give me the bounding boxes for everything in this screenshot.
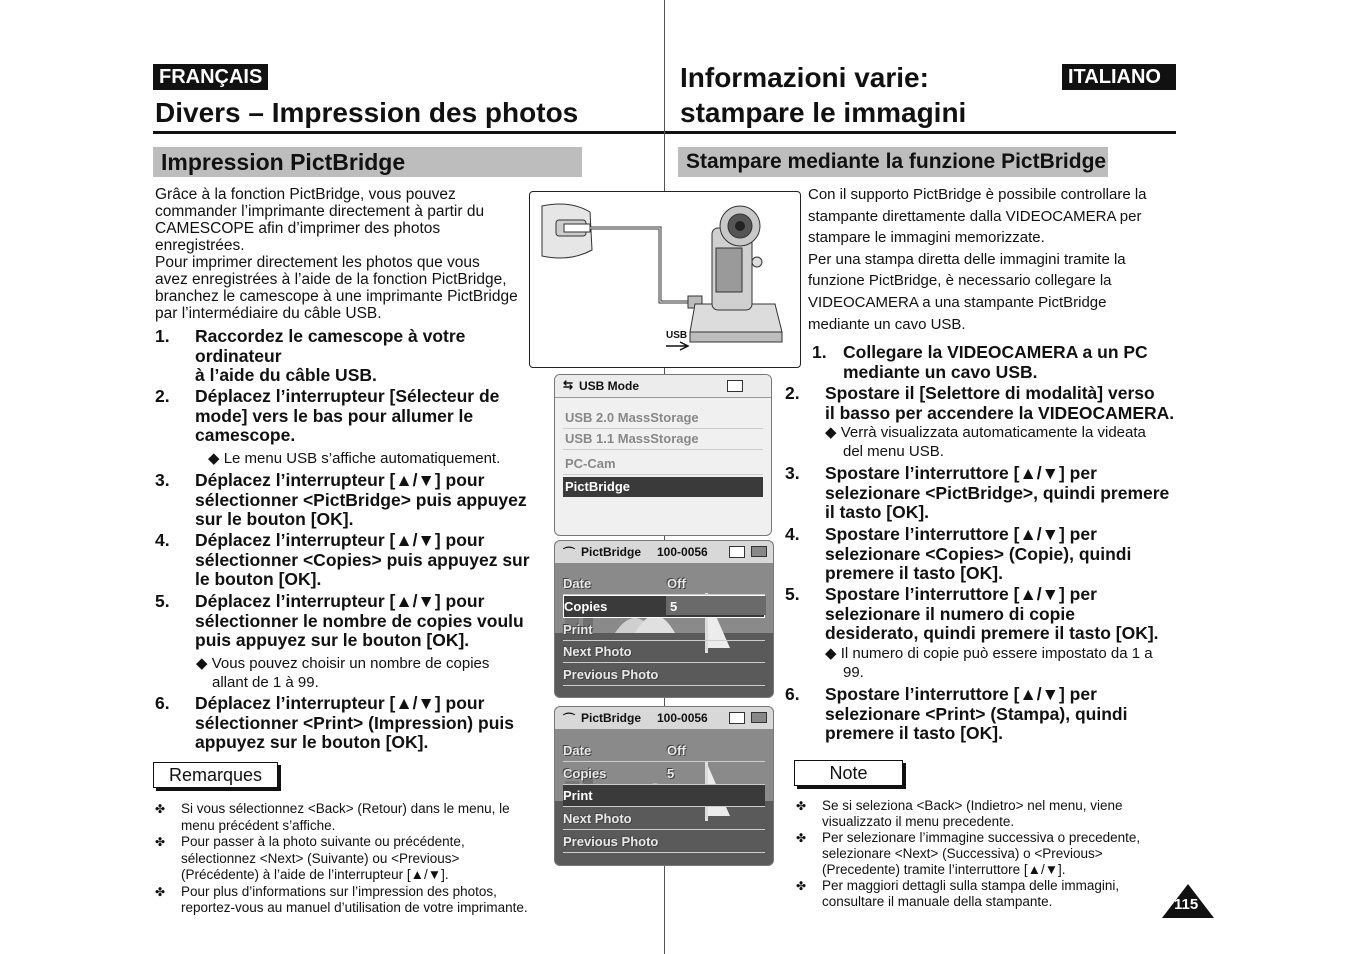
pict-row[interactable]: Print xyxy=(563,619,765,641)
pictbridge-icon: ⌒ xyxy=(563,546,576,560)
pictbridge-icon: ⌒ xyxy=(563,712,576,726)
step-line: Spostare l’interruttore [▲/▼] per xyxy=(825,463,1097,483)
screen-header xyxy=(555,375,771,398)
step-number: 6. xyxy=(155,693,170,713)
intro-line: par l’intermédiaire du câble USB. xyxy=(155,305,382,322)
note-line: Pour plus d’informations sur l’impression des photos, xyxy=(181,883,497,899)
note-line: selezionare <Next> (Successiva) o <Previous> xyxy=(822,846,1103,861)
row-label: Copies xyxy=(563,766,607,781)
pict-row[interactable]: Previous Photo xyxy=(563,664,765,686)
intro-line: commander l’imprimante directement à partir du xyxy=(155,203,485,220)
intro-line: Con il supporto PictBridge è possibile controllare la xyxy=(808,186,1147,203)
note-line: (Précédente) à l’aide de l’interrupteur [▲/▼]. xyxy=(181,867,449,882)
note-line: Pour passer à la photo suivante ou précédente, xyxy=(181,834,465,849)
note-line: reportez-vous au manuel d’utilisation de votre imprimante. xyxy=(181,900,528,915)
step-fr-3 xyxy=(155,471,545,531)
cross-bullet-icon: ✤ xyxy=(796,879,807,893)
pict-row[interactable] xyxy=(563,573,765,595)
battery-icon xyxy=(751,546,767,557)
intro-line: branchez le camescope à une imprimante PictBridge xyxy=(155,288,518,305)
step-line: desiderato, quindi premere il tasto [OK]. xyxy=(825,623,1159,643)
step-line: ordinateur xyxy=(195,345,282,366)
intro-it xyxy=(808,184,1168,335)
section-title-it: Stampare mediante la funzione PictBridge xyxy=(686,150,1107,173)
step-number: 1. xyxy=(155,326,170,346)
intro-line: Per una stampa diretta delle immagini tramite la xyxy=(808,250,1126,268)
row-label: Copies xyxy=(564,599,608,614)
memory-icon xyxy=(727,380,743,392)
row-value: Off xyxy=(667,743,686,758)
note-line: Per selezionare l’immagine successiva o precedente, xyxy=(822,830,1141,845)
step-number: 3. xyxy=(155,470,170,490)
notes-it xyxy=(796,798,1166,910)
step-line: selezionare il numero di copie xyxy=(825,603,1075,624)
intro-line: stampante direttamente dalla VIDEOCAMERA per xyxy=(808,207,1142,225)
note-item xyxy=(796,830,1166,878)
intro-line: mediante un cavo USB. xyxy=(808,315,966,333)
step-line: Spostare l’interruttore [▲/▼] per xyxy=(825,524,1097,544)
step-it-3 xyxy=(785,464,1175,524)
pict-row[interactable]: Next Photo xyxy=(563,641,765,663)
step-line: appuyez sur le bouton [OK]. xyxy=(195,732,429,752)
title-rule-fr xyxy=(153,131,664,134)
step-line: camescope. xyxy=(195,425,296,445)
step-fr-2 xyxy=(155,387,545,447)
step-line: puis appuyez sur le bouton [OK]. xyxy=(195,630,470,650)
note-line: visualizzato il menu precedente. xyxy=(822,814,1015,829)
step-number: 5. xyxy=(785,584,800,604)
step-line: Déplacez l’interrupteur [Sélecteur de xyxy=(195,386,500,406)
pict-row[interactable]: Next Photo xyxy=(563,808,765,830)
note-item xyxy=(796,878,1166,910)
intro-line: funzione PictBridge, è necessario collegare la xyxy=(808,272,1112,290)
step-number: 2. xyxy=(155,386,170,406)
step-fr-6 xyxy=(155,694,545,754)
step-fr-5 xyxy=(155,592,545,652)
folder-number: 100-0056 xyxy=(657,711,708,725)
menu-item[interactable]: USB 2.0 MassStorage xyxy=(563,408,763,429)
battery-icon xyxy=(751,712,767,723)
bullet-it-5 xyxy=(825,644,1165,682)
cross-bullet-icon: ✤ xyxy=(155,884,166,899)
step-number: 4. xyxy=(155,530,170,550)
step-number: 6. xyxy=(785,684,800,704)
step-number: 5. xyxy=(155,591,170,611)
pict-row[interactable] xyxy=(563,740,765,762)
bullet-line: allant de 1 à 99. xyxy=(212,674,319,691)
cross-bullet-icon: ✤ xyxy=(796,799,807,813)
bullet-line: ◆ Vous pouvez choisir un nombre de copies xyxy=(196,655,490,672)
bullet-fr-2: ◆ Le menu USB s’affiche automatiquement. xyxy=(208,450,501,467)
page-title-fr: Divers – Impression des photos xyxy=(155,97,579,128)
step-line: Déplacez l’interrupteur [▲/▼] pour xyxy=(195,693,485,713)
page-number: 115 xyxy=(1174,896,1199,913)
step-fr-4 xyxy=(155,531,545,591)
bullet-fr-5 xyxy=(196,654,489,692)
memory-icon xyxy=(729,712,745,724)
row-label: Date xyxy=(563,743,592,758)
intro-line: enregistrées. xyxy=(155,237,245,254)
usb-icon: ⇆ xyxy=(563,378,574,392)
notes-label-fr: Remarques xyxy=(153,762,278,788)
pict-row-selected[interactable] xyxy=(563,595,765,618)
page-title-it-line1: Informazioni varie: xyxy=(680,62,929,93)
step-it-4 xyxy=(785,525,1175,585)
cross-bullet-icon: ✤ xyxy=(796,831,807,845)
usb-label: USB xyxy=(666,330,688,341)
memory-icon xyxy=(729,546,745,558)
step-line: Déplacez l’interrupteur [▲/▼] pour xyxy=(195,470,485,490)
bullet-it-2 xyxy=(825,423,1165,461)
note-line: Si vous sélectionnez <Back> (Retour) dans le menu, le xyxy=(181,801,510,816)
cross-bullet-icon: ✤ xyxy=(155,802,166,816)
camera-illustration xyxy=(529,191,801,368)
pictbridge-screen-print xyxy=(554,706,774,866)
note-line: consultare il manuale della stampante. xyxy=(822,894,1053,909)
screen-title: USB Mode xyxy=(579,379,639,393)
section-bar-it xyxy=(678,147,1108,177)
note-line: Se si seleziona <Back> (Indietro> nel menu, viene xyxy=(822,798,1123,813)
row-value: Off xyxy=(667,576,686,591)
row-value: 5 xyxy=(667,766,675,781)
intro-line: stampare le immagini memorizzate. xyxy=(808,229,1045,247)
step-fr-1 xyxy=(155,327,545,387)
step-it-1 xyxy=(812,343,1172,383)
pict-row[interactable]: Previous Photo xyxy=(563,831,765,853)
menu-item-selected[interactable]: PictBridge xyxy=(563,477,763,497)
usb-mode-screen xyxy=(554,374,772,536)
step-line: il tasto [OK]. xyxy=(825,502,930,522)
folder-number: 100-0056 xyxy=(657,545,708,559)
step-line: Spostare l’interruttore [▲/▼] per xyxy=(825,684,1097,704)
step-number: 1. xyxy=(812,342,827,362)
step-line: Spostare il [Selettore di modalità] verso xyxy=(825,383,1155,403)
step-it-2 xyxy=(785,384,1175,424)
note-line: menu précédent s’affiche. xyxy=(181,817,336,833)
intro-line: Grâce à la fonction PictBridge, vous pouvez xyxy=(155,186,456,203)
step-line: mediante un cavo USB. xyxy=(843,361,1038,382)
intro-line: CAMESCOPE afin d’imprimer des photos xyxy=(155,220,441,237)
step-line: Collegare la VIDEOCAMERA a un PC xyxy=(843,342,1148,362)
step-it-6 xyxy=(785,685,1175,745)
pict-row[interactable] xyxy=(563,763,765,785)
note-item xyxy=(155,834,555,884)
step-line: sélectionner <Print> (Impression) puis xyxy=(195,712,514,733)
bullet-line: ◆ Il numero di copie può essere impostato da 1 a xyxy=(825,645,1153,662)
notes-label-it: Note xyxy=(794,760,903,786)
bullet-line: ◆ Verrà visualizzata automaticamente la videata xyxy=(825,424,1146,441)
step-line: sélectionner <PictBridge> puis appuyez xyxy=(195,489,527,510)
note-item xyxy=(796,798,1166,830)
note-line: (Precedente) tramite l’interruttore [▲/▼]. xyxy=(822,862,1066,877)
note-line: sélectionnez <Next> (Suivante) ou <Previous> xyxy=(181,850,460,866)
step-line: premere il tasto [OK]. xyxy=(825,723,1003,743)
step-line: selezionare <Copies> (Copie), quindi xyxy=(825,543,1132,564)
camcorder-dock-drawing xyxy=(530,192,800,367)
screen-header xyxy=(555,707,773,729)
note-line: Per maggiori dettagli sulla stampa delle immagini, xyxy=(822,878,1120,893)
step-line: mode] vers le bas pour allumer le xyxy=(195,405,474,426)
step-line: Déplacez l’interrupteur [▲/▼] pour xyxy=(195,530,485,550)
step-line: sur le bouton [OK]. xyxy=(195,509,354,529)
step-number: 3. xyxy=(785,463,800,483)
step-line: le bouton [OK]. xyxy=(195,569,322,589)
lang-tag-it: ITALIANO xyxy=(1062,64,1176,90)
step-line: Spostare l’interruttore [▲/▼] per xyxy=(825,584,1097,604)
row-label: Date xyxy=(563,576,592,591)
bullet-line: 99. xyxy=(843,664,864,681)
title-rule-it xyxy=(665,131,1176,134)
menu-item[interactable]: PC-Cam xyxy=(563,454,763,475)
step-line: à l’aide du câble USB. xyxy=(195,365,377,385)
section-title-fr: Impression PictBridge xyxy=(161,149,406,175)
step-line: premere il tasto [OK]. xyxy=(825,563,1003,583)
step-number: 4. xyxy=(785,524,800,544)
pict-row-selected[interactable]: Print xyxy=(563,785,765,807)
notes-fr xyxy=(155,801,555,917)
step-line: Déplacez l’interrupteur [▲/▼] pour xyxy=(195,591,485,611)
intro-line: Pour imprimer directement les photos que vous xyxy=(155,254,480,271)
row-value: 5 xyxy=(666,596,766,615)
cross-bullet-icon: ✤ xyxy=(155,835,166,849)
intro-fr xyxy=(155,186,535,322)
menu-item[interactable]: USB 1.1 MassStorage xyxy=(563,429,763,450)
screen-title: PictBridge xyxy=(581,711,642,725)
step-line: sélectionner <Copies> puis appuyez sur xyxy=(195,549,530,570)
step-line: sélectionner le nombre de copies voulu xyxy=(195,610,524,631)
screen-header xyxy=(555,541,773,563)
pictbridge-screen-copies xyxy=(554,540,774,698)
step-number: 2. xyxy=(785,383,800,403)
intro-line: avez enregistrées à l’aide de la fonction PictBridge, xyxy=(155,271,507,288)
page-title-it-line2: stampare le immagini xyxy=(680,97,967,128)
intro-line: VIDEOCAMERA a una stampante PictBridge xyxy=(808,293,1107,311)
section-bar-fr xyxy=(153,147,582,177)
step-line: Raccordez le camescope à votre xyxy=(195,326,466,346)
note-item xyxy=(155,884,555,917)
step-it-5 xyxy=(785,585,1175,645)
step-line: selezionare <Print> (Stampa), quindi xyxy=(825,703,1128,724)
screen-title: PictBridge xyxy=(581,545,642,559)
note-item xyxy=(155,801,555,834)
step-line: il basso per accendere la VIDEOCAMERA. xyxy=(825,402,1175,423)
lang-tag-fr: FRANÇAIS xyxy=(153,64,268,90)
bullet-line: del menu USB. xyxy=(843,443,944,460)
step-line: selezionare <PictBridge>, quindi premere xyxy=(825,482,1170,503)
